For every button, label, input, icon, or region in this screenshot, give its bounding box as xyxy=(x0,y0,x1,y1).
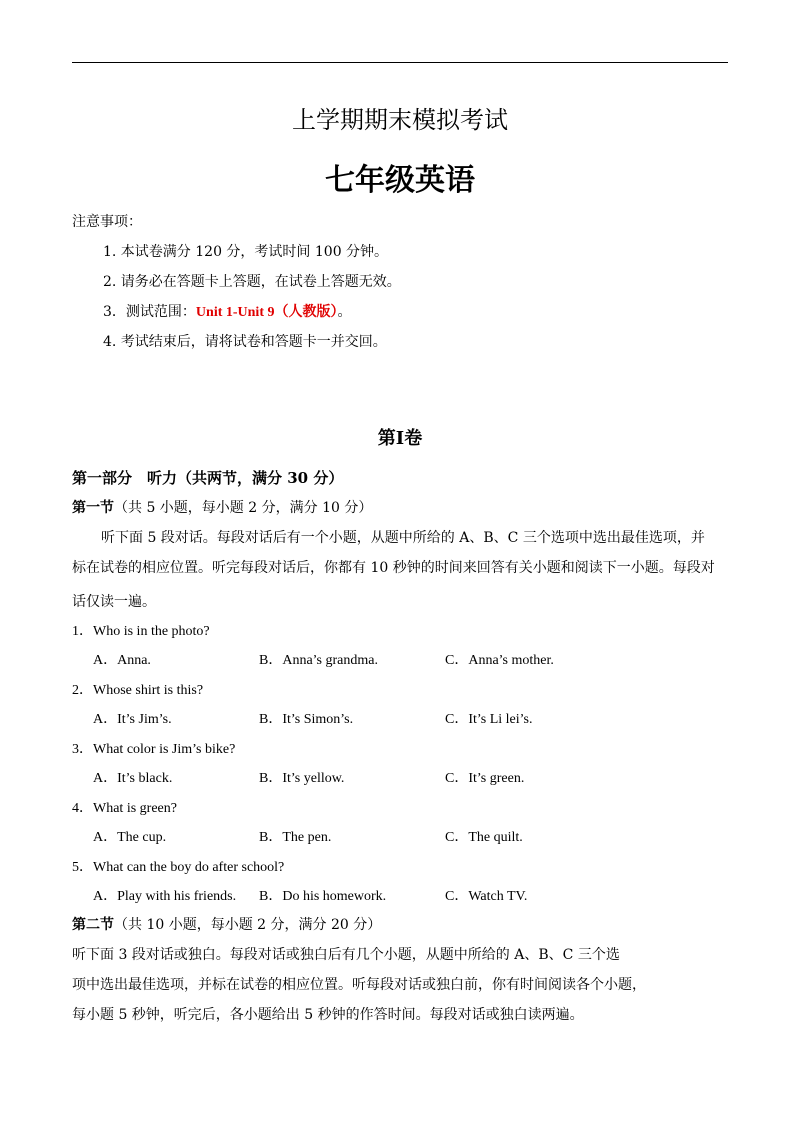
option-b: B．Do his homework. xyxy=(259,889,387,904)
notice-item: 2. 请务必在答题卡上答题，在试卷上答题无效。 xyxy=(103,274,401,290)
header-rule xyxy=(72,62,728,63)
notice-item-label: 3．测试范围： xyxy=(103,304,196,320)
exam-title: 七年级英语 xyxy=(325,163,475,198)
section-label: 第二节 xyxy=(72,917,114,933)
question-stem: 1．Who is in the photo? xyxy=(72,624,210,639)
option-c: C．Watch TV. xyxy=(445,889,528,904)
test-scope: Unit 1-Unit 9（人教版） xyxy=(195,305,338,320)
section-heading xyxy=(72,497,372,517)
notice-heading: 注意事项： xyxy=(72,214,142,230)
option-a: A．Play with his friends. xyxy=(93,889,237,904)
option-a: A．Anna. xyxy=(93,653,151,668)
section-heading xyxy=(72,914,381,934)
volume-heading: 第I卷 xyxy=(377,428,423,449)
instruction-line: 话仅读一遍。 xyxy=(72,594,156,610)
option-b: B．It’s Simon’s. xyxy=(259,712,354,727)
notice-item: 1. 本试卷满分 120 分，考试时间 100 分钟。 xyxy=(103,244,389,260)
instruction-line: 标在试卷的相应位置。听完每段对话后，你都有 10 秒钟的时间来回答有关小题和阅读下一小题。每段对 xyxy=(72,560,715,576)
question-stem: 4．What is green? xyxy=(72,801,177,816)
option-c: C．The quilt. xyxy=(445,830,523,845)
instruction-line: 每小题 5 秒钟，听完后，各小题给出 5 秒钟的作答时间。每段对话或独白读两遍。 xyxy=(72,1007,584,1023)
notice-item xyxy=(103,301,351,321)
option-b: B．The pen. xyxy=(259,830,332,845)
instruction-line: 听下面 5 段对话。每段对话后有一个小题，从题中所给的 A、B、C 三个选项中选出最佳选项，并 xyxy=(101,530,705,546)
notice-item-tail: 。 xyxy=(337,304,352,320)
option-c: C．It’s green. xyxy=(445,771,525,786)
option-b: B．It’s yellow. xyxy=(259,771,345,786)
instruction-line: 听下面 3 段对话或独白。每段对话或独白后有几个小题，从题中所给的 A、B、C 三个选 xyxy=(72,947,620,963)
option-b: B．Anna’s grandma. xyxy=(259,653,378,668)
option-c: C．It’s Li lei’s. xyxy=(445,712,533,727)
question-stem: 2．Whose shirt is this? xyxy=(72,683,204,698)
option-c: C．Anna’s mother. xyxy=(445,653,554,668)
option-a: A．It’s Jim’s. xyxy=(93,712,172,727)
part-heading: 第一部分 听力（共两节，满分 30 分） xyxy=(72,469,344,487)
section-desc: （共 10 小题，每小题 2 分，满分 20 分） xyxy=(114,917,382,933)
option-a: A．It’s black. xyxy=(93,771,173,786)
instruction-line: 项中选出最佳选项，并标在试卷的相应位置。听每段对话或独白前，你有时间阅读各个小题， xyxy=(72,977,646,993)
section-label: 第一节 xyxy=(72,500,114,516)
question-stem: 5．What can the boy do after school? xyxy=(72,860,285,875)
question-stem: 3．What color is Jim’s bike? xyxy=(72,742,236,757)
exam-subtitle: 上学期期末模拟考试 xyxy=(292,106,508,134)
option-a: A．The cup. xyxy=(93,830,167,845)
notice-item: 4. 考试结束后，请将试卷和答题卡一并交回。 xyxy=(103,334,387,350)
section-desc: （共 5 小题，每小题 2 分，满分 10 分） xyxy=(114,500,373,516)
